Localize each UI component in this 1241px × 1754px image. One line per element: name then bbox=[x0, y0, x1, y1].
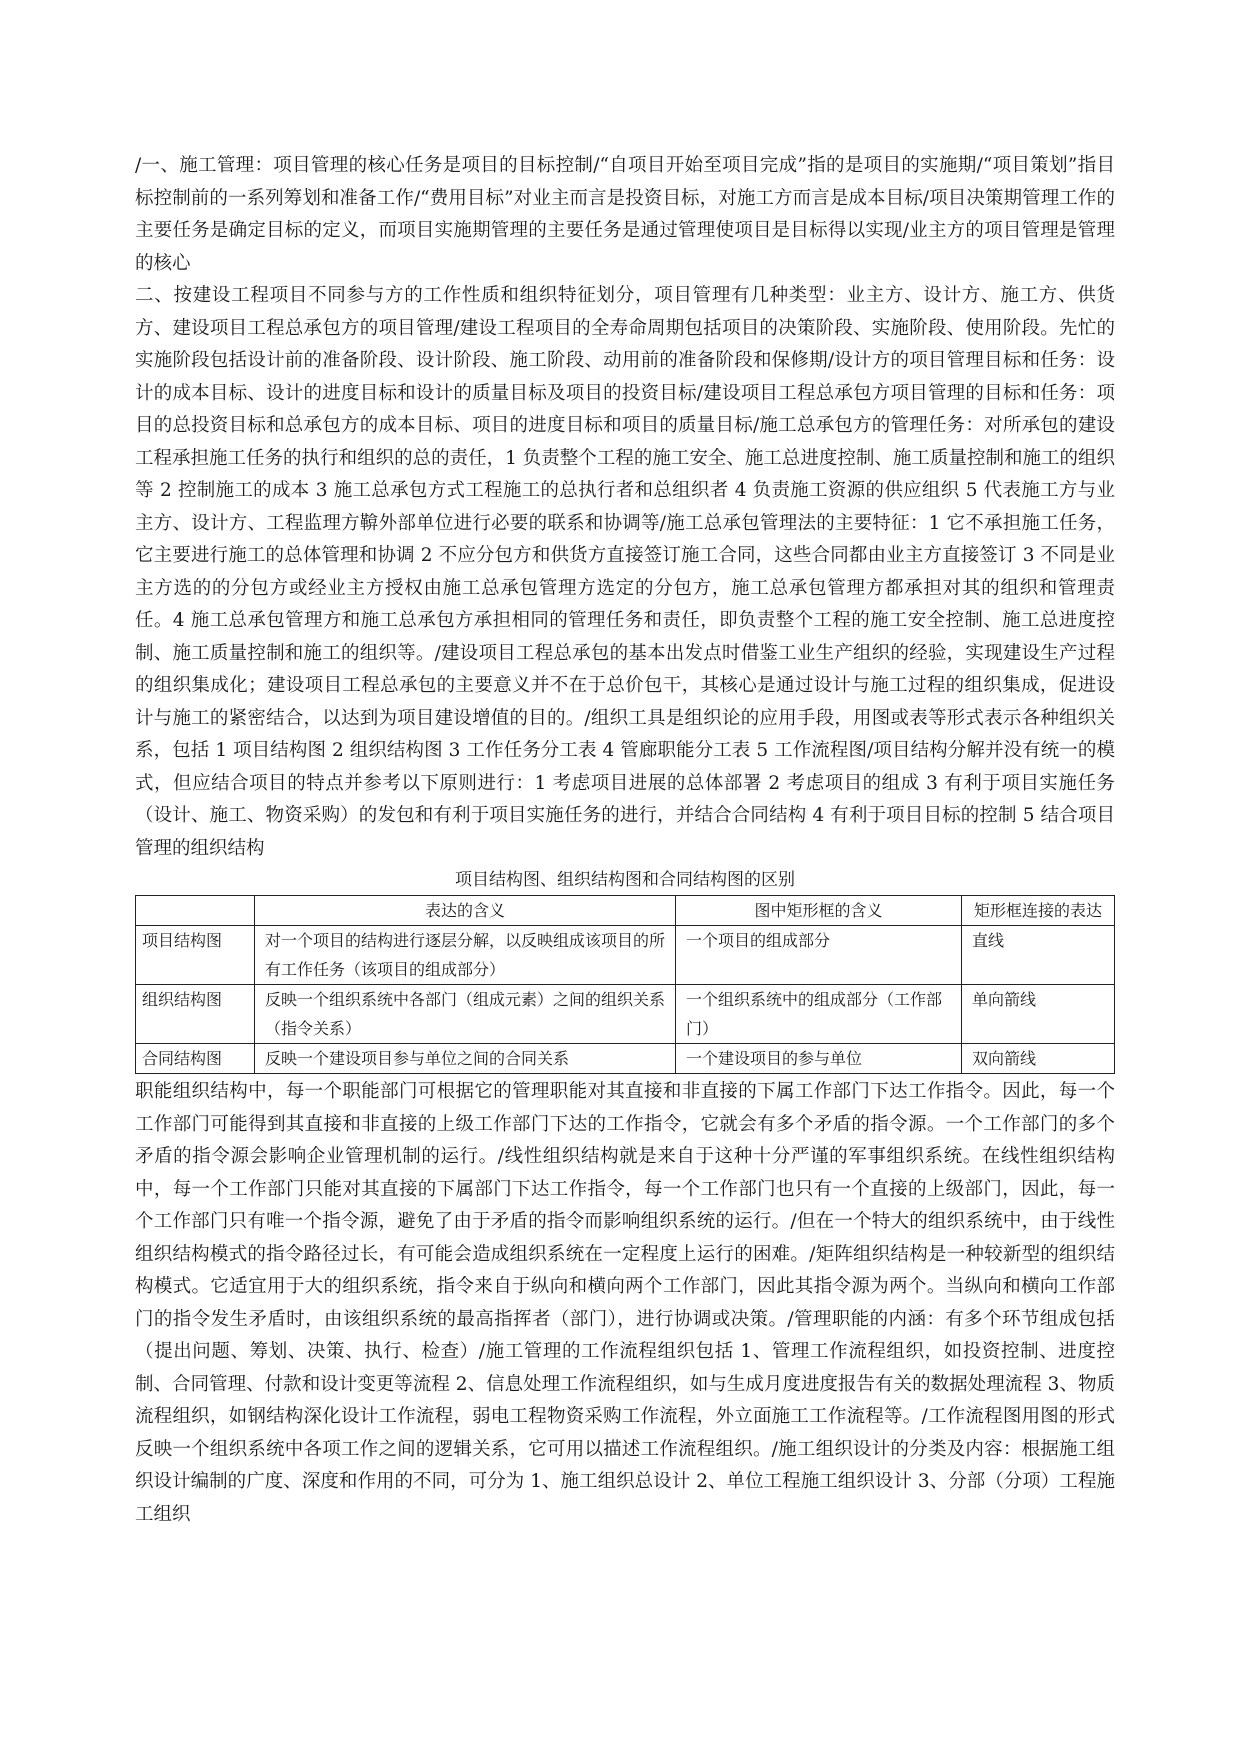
row-box-meaning: 一个建设项目的参与单位 bbox=[676, 1044, 962, 1074]
table-row bbox=[136, 926, 1115, 985]
paragraph-3: 职能组织结构中，每一个职能部门可根据它的管理职能对其直接和非直接的下属工作部门下达工作指令。因此，每一个工作部门可能得到其直接和非直接的上级工作部门下达的工作指令，它就会有多个矛盾的指令源。一个工作部门的多个矛盾的指令源会影响企业管理机制的运行。/线性组织结构就是来自于这种十分严谨的军事组织系统。在线性组织结构中，每一个工作部门只能对其直接的下属部门下达工作指令，每一个工作部门也只有一个直接的上级部门，因此，每一个工作部门只有唯一个指令源，避免了由于矛盾的指令而影响组织系统的运行。/但在一个特大的组织系统中，由于线性组织结构模式的指令路径过长，有可能会造成组织系统在一定程度上运行的困难。/矩阵组织结构是一种较新型的组织结构模式。它适宜用于大的组织系统，指令来自于纵向和横向两个工作部门，因此其指令源为两个。当纵向和横向工作部门的指令发生矛盾时，由该组织系统的最高指挥者（部门），进行协调或决策。/管理职能的内涵：有多个环节组成包括（提出问题、筹划、决策、执行、检查）/施工管理的工作流程组织包括 1、管理工作流程组织，如投资控制、进度控制、合同管理、付款和设计变更等流程 2、信息处理工作流程组织，如与生成月度进度报告有关的数据处理流程 3、物质流程组织，如钢结构深化设计工作流程，弱电工程物资采购工作流程，外立面施工工作流程等。/工作流程图用图的形式反映一个组织系统中各项工作之间的逻辑关系，它可用以描述工作流程组织。/施工组织设计的分类及内容：根据施工组织设计编制的广度、深度和作用的不同，可分为 1、施工组织总设计 2、单位工程施工组织设计 3、分部（分项）工程施工组织 bbox=[135, 1081, 1115, 1525]
row-box-meaning: 一个项目的组成部分 bbox=[676, 926, 962, 985]
comparison-table bbox=[135, 895, 1115, 1074]
table-row bbox=[136, 985, 1115, 1044]
header-cell-connection: 矩形框连接的表达 bbox=[962, 896, 1115, 926]
row-meaning: 反映一个组织系统中各部门（组成元素）之间的组织关系（指令关系） bbox=[255, 985, 676, 1044]
row-label: 组织结构图 bbox=[136, 985, 255, 1044]
row-box-meaning: 一个组织系统中的组成部分（工作部门） bbox=[676, 985, 962, 1044]
paragraph-1: /一、施工管理：项目管理的核心任务是项目的目标控制/“自项目开始至项目完成”指的是项目的实施期/“项目策划”指目标控制前的一系列筹划和准备工作/“费用目标”对业主而言是投资目标，对施工方而言是成本目标/项目决策期管理工作的主要任务是确定目标的定义，而项目实施期管理的主要任务是通过管理使项目是目标得以实现/业主方的项目管理是管理的核心 bbox=[135, 155, 1115, 274]
row-label: 项目结构图 bbox=[136, 926, 255, 985]
paragraph-2: 二、按建设工程项目不同参与方的工作性质和组织特征划分，项目管理有几种类型：业主方、设计方、施工方、供货方、建设项目工程总承包方的项目管理/建设工程项目的全寿命周期包括项目的决策阶段、实施阶段、使用阶段。先忙的实施阶段包括设计前的准备阶段、设计阶段、施工阶段、动用前的准备阶段和保修期/设计方的项目管理目标和任务：设计的成本目标、设计的进度目标和设计的质量目标及项目的投资目标/建设项目工程总承包方项目管理的目标和任务：项目的总投资目标和总承包方的成本目标、项目的进度目标和项目的质量目标/施工总承包方的管理任务：对所承包的建设工程承担施工任务的执行和组织的总的责任，1 负责整个工程的施工安全、施工总进度控制、施工质量控制和施工的组织等 2 控制施工的成本 3 施工总承包方式工程施工的总执行者和总组织者 4 负责施工资源的供应组织 5 代表施工方与业主方、设计方、工程监理方鞥外部单位进行必要的联系和协调等/施工总承包管理法的主要特征：1 它不承担施工任务，它主要进行施工的总体管理和协调 2 不应分包方和供货方直接签订施工合同，这些合同都由业主方直接签订 3 不同是业主方选的的分包方或经业主方授权由施工总承包管理方选定的分包方，施工总承包管理方都承担对其的组织和管理责任。4 施工总承包管理方和施工总承包方承担相同的管理任务和责任，即负责整个工程的施工安全控制、施工总进度控制、施工质量控制和施工的组织等。/建设项目工程总承包的基本出发点时借鉴工业生产组织的经验，实现建设生产过程的组织集成化；建设项目工程总承包的主要意义并不在于总价包干，其核心是通过设计与施工过程的组织集成，促进设计与施工的紧密结合，以达到为项目建设增值的目的。/组织工具是组织论的应用手段，用图或表等形式表示各种组织关系，包括 1 项目结构图 2 组织结构图 3 工作任务分工表 4 管廊职能分工表 5 工作流程图/项目结构分解并没有统一的模式，但应结合项目的特点并参考以下原则进行：1 考虑项目进展的总体部署 2 考虑项目的组成 3 有利于项目实施任务（设计、施工、物资采购）的发包和有利于项目实施任务的进行，并结合合同结构 4 有利于项目目标的控制 5 结合项目管理的组织结构 bbox=[135, 285, 1115, 859]
header-cell-meaning: 表达的含义 bbox=[255, 896, 676, 926]
header-cell-box-meaning: 图中矩形框的含义 bbox=[676, 896, 962, 926]
row-connection: 直线 bbox=[962, 926, 1115, 985]
table-caption: 项目结构图、组织结构图和合同结构图的区别 bbox=[455, 870, 795, 890]
row-connection: 单向箭线 bbox=[962, 985, 1115, 1044]
table-header-row bbox=[136, 896, 1115, 926]
row-label: 合同结构图 bbox=[136, 1044, 255, 1074]
table-row bbox=[136, 1044, 1115, 1074]
row-meaning: 对一个项目的结构进行逐层分解，以反映组成该项目的所有工作任务（该项目的组成部分） bbox=[255, 926, 676, 985]
row-meaning: 反映一个建设项目参与单位之间的合同关系 bbox=[255, 1044, 676, 1074]
header-cell-empty bbox=[136, 896, 255, 926]
document-page bbox=[135, 150, 1115, 1531]
row-connection: 双向箭线 bbox=[962, 1044, 1115, 1074]
